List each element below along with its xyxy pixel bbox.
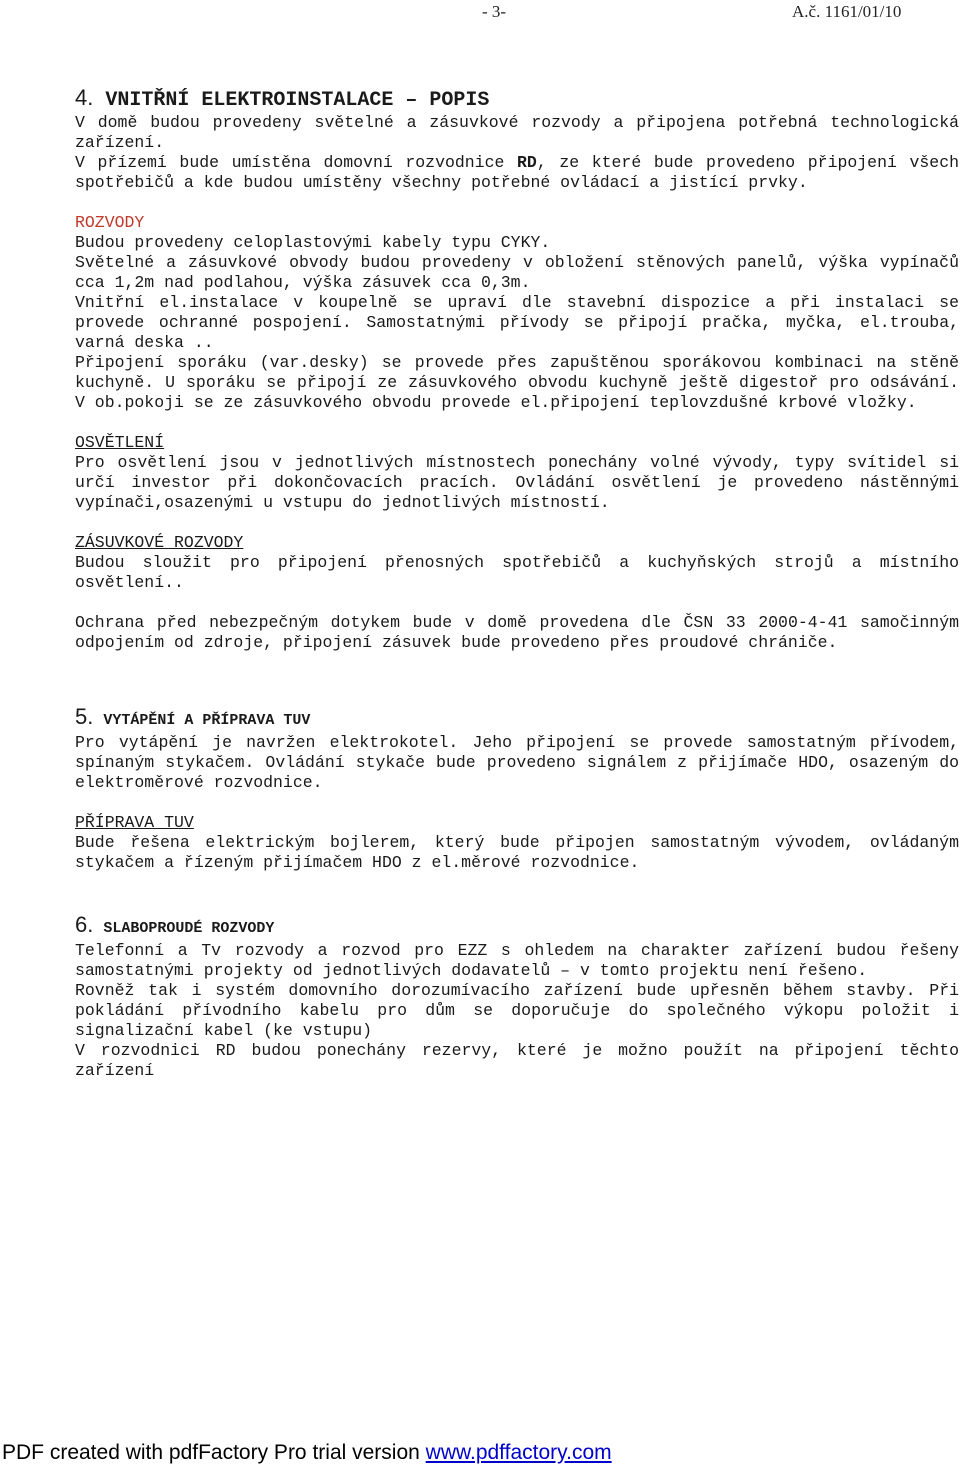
pdffactory-link[interactable]: www.pdffactory.com [425, 1441, 612, 1464]
rozvody-paragraph-1: Budou provedeny celoplastovými kabely typu CYKY. [75, 233, 551, 252]
priprava-tuv-paragraph: Bude řešena elektrickým bojlerem, který bude připojen samostatným vývodem, ovládaným stykačem a řízeným přijímačem HDO z el.měrové rozvodnice. [75, 833, 959, 872]
osvetleni-paragraph: Pro osvětlení jsou v jednotlivých místnostech ponechány volné vývody, typy svítidel si určí investor při dokončovacích pracích. Ovládání osvětlení je provedeno nástěnnými vypínači,osazenými u vstupu do jednotlivých místností. [75, 453, 959, 512]
rozvody-paragraph-3: Vnitřní el.instalace v koupelně se upraví dle stavební dispozice a při instalaci se provede ochranné pospojení. Samostatnými přívody se připojí pračka, myčka, el.trouba, varná deska .. [75, 293, 959, 352]
rozvody-paragraph-4: Připojení sporáku (var.desky) se provede přes zapuštěnou sporákovou kombinaci na stěně kuchyně. U sporáku se připojí ze zásuvkového obvodu kuchyně ještě digestoř pro odsávání. V ob.pokoji se ze zásuvkového obvodu provede el.připojení teplovzdušné krbové vložky. [75, 353, 959, 412]
rozvody-paragraph-2: Světelné a zásuvkové obvody budou provedeny v obložení stěnových panelů, výška vypínačů cca 1,2m nad podlahou, výška zásuvek cca 0,3m. [75, 253, 959, 292]
slaboproud-paragraph-3: V rozvodnici RD budou ponechány rezervy, které je možno použít na připojení těchto zařízení [75, 1041, 959, 1080]
footer-text: PDF created with pdfFactory Pro trial version [2, 1441, 426, 1464]
section-5-title: VYTÁPĚNÍ A PŘÍPRAVA TUV [103, 712, 311, 729]
section-6-heading [75, 913, 959, 941]
section-4-intro-2: V přízemí bude umístěna domovní rozvodnice RD, ze které bude provedeno připojení všech spotřebičů a kde budou umístěny všechny potřebné ovládací a jistící prvky. [75, 153, 959, 192]
document-body [75, 86, 959, 1081]
section-4-number: 4. [75, 85, 94, 110]
section-6-number: 6. [75, 912, 94, 937]
priprava-tuv-heading: PŘÍPRAVA TUV [75, 813, 194, 832]
section-6-title: SLABOPROUDÉ ROZVODY [103, 920, 275, 937]
rozvody-heading: ROZVODY [75, 213, 145, 232]
slaboproud-paragraph-1: Telefonní a Tv rozvody a rozvod pro EZZ s ohledem na charakter zařízení budou řešeny samostatnými projekty od jednotlivých dodavatelů – v tomto projektu není řešeno. [75, 941, 959, 980]
document-reference: A.č. 1161/01/10 [792, 2, 902, 21]
pdf-footer [2, 1441, 612, 1465]
section-5-number: 5. [75, 704, 94, 729]
vytapeni-paragraph: Pro vytápění je navržen elektrokotel. Jeho připojení se provede samostatným přívodem, spínaným stykačem. Ovládání stykače bude provedeno signálem z přijímače HDO, osazeným do elektroměrové rozvodnice. [75, 733, 959, 792]
ochrana-paragraph: Ochrana před nebezpečným dotykem bude v domě provedena dle ČSN 33 2000-4-41 samočinným odpojením od zdroje, připojení zásuvek bude provedeno přes proudové chrániče. [75, 613, 959, 652]
section-4-intro-1: V domě budou provedeny světelné a zásuvkové rozvody a připojena potřebná technologická zařízení. [75, 113, 959, 152]
zasuvkove-rozvody-heading: ZÁSUVKOVÉ ROZVODY [75, 533, 244, 552]
rd-abbreviation: RD [517, 153, 537, 172]
section-4-title: VNITŘNÍ ELEKTROINSTALACE – POPIS [105, 89, 490, 112]
slaboproud-paragraph-2: Rovněž tak i systém domovního dorozumívacího zařízení bude upřesněn během stavby. Při pokládání přívodního kabelu pro dům se doporučuje do společného výkopu položit i signalizační kabel (ke vstupu) [75, 981, 959, 1040]
section-4-heading [75, 86, 959, 113]
page-number: - 3- [482, 2, 507, 21]
zasuvkove-rozvody-paragraph: Budou sloužit pro připojení přenosných spotřebičů a kuchyňských strojů a místního osvětlení.. [75, 553, 959, 592]
osvetleni-heading: OSVĚTLENÍ [75, 433, 165, 452]
section-5-heading [75, 705, 959, 733]
